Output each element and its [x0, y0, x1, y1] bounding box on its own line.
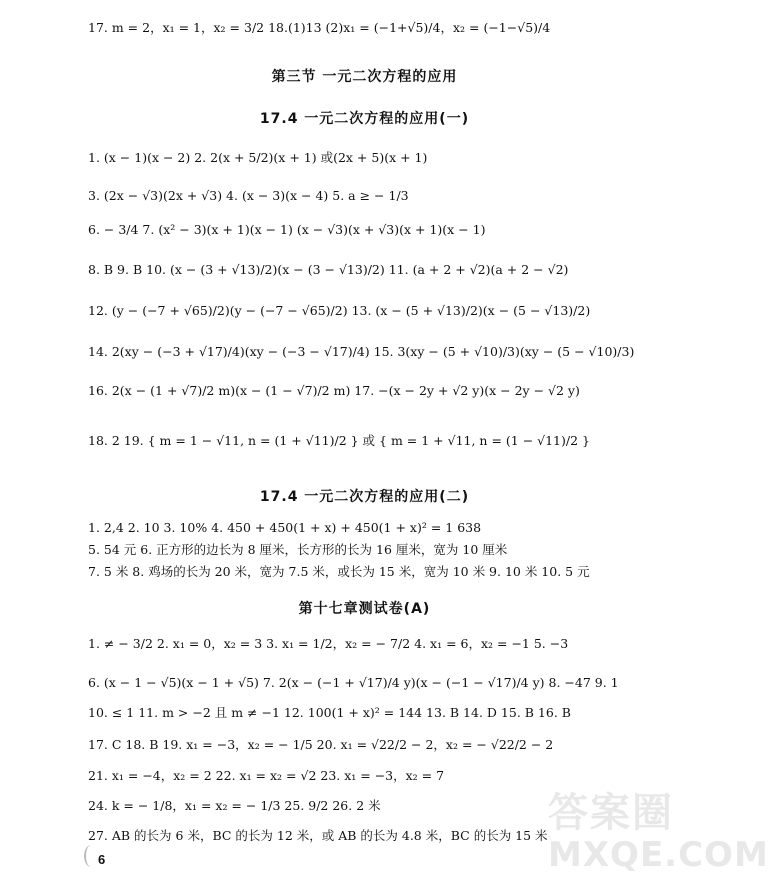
part1-line-3: 6. − 3/4 7. (x² − 3)(x + 1)(x − 1) (x − √3)(x + √3)(x + 1)(x − 1) — [88, 222, 486, 237]
part1-line-2: 3. (2x − √3)(2x + √3) 4. (x − 3)(x − 4) 5. a ≥ − 1/3 — [88, 188, 409, 203]
part2-line-2: 5. 54 元 6. 正方形的边长为 8 厘米，长方形的长为 16 厘米，宽为 10 厘米 — [88, 542, 508, 557]
test-line-2: 6. (x − 1 − √5)(x − 1 + √5) 7. 2(x − (−1 + √17)/4 y)(x − (−1 − √17)/4 y) 8. −47 9. 1 — [88, 675, 619, 690]
test-line-5: 21. x₁ = −4，x₂ = 2 22. x₁ = x₂ = √2 23. x₁ = −3，x₂ = 7 — [88, 768, 445, 783]
page-number: 6 — [98, 852, 106, 867]
section-title: 第三节 一元二次方程的应用 — [271, 69, 458, 85]
test-line-3: 10. ≤ 1 11. m > −2 且 m ≠ −1 12. 100(1 + x)² = 144 13. B 14. D 15. B 16. B — [88, 705, 571, 720]
page-corner-decoration — [84, 845, 98, 867]
part1-line-5: 12. (y − (−7 + √65)/2)(y − (−7 − √65)/2) 13. (x − (5 + √13)/2)(x − (5 − √13)/2) — [88, 303, 591, 318]
part1-line-1: 1. (x − 1)(x − 2) 2. 2(x + 5/2)(x + 1) 或(2x + 5)(x + 1) — [88, 150, 428, 165]
test-title: 第十七章测试卷(A) — [298, 601, 431, 617]
part1-line-4: 8. B 9. B 10. (x − (3 + √13)/2)(x − (3 − √13)/2) 11. (a + 2 + √2)(a + 2 − √2) — [88, 262, 569, 277]
test-line-4: 17. C 18. B 19. x₁ = −3，x₂ = − 1/5 20. x₁ = √22/2 − 2，x₂ = − √22/2 − 2 — [88, 737, 554, 752]
answer-line-top-17-18: 17. m = 2，x₁ = 1，x₂ = 3/2 18.(1)13 (2)x₁ = (−1+√5)/4，x₂ = (−1−√5)/4 — [88, 20, 551, 35]
watermark-bottom: MXQE.COM — [548, 835, 769, 875]
part2-line-3: 7. 5 米 8. 鸡场的长为 20 米，宽为 7.5 米，或长为 15 米，宽为 10 米 9. 10 米 10. 5 元 — [88, 564, 590, 579]
test-line-1: 1. ≠ − 3/2 2. x₁ = 0，x₂ = 3 3. x₁ = 1/2，x₂ = − 7/2 4. x₁ = 6，x₂ = −1 5. −3 — [88, 636, 569, 651]
part1-title: 17.4 一元二次方程的应用(一) — [259, 111, 470, 127]
part1-line-8: 18. 2 19. { m = 1 − √11, n = (1 + √11)/2 } 或 { m = 1 + √11, n = (1 − √11)/2 } — [88, 433, 590, 448]
part2-title: 17.4 一元二次方程的应用(二) — [259, 489, 470, 505]
watermark — [548, 790, 769, 880]
part1-line-7: 16. 2(x − (1 + √7)/2 m)(x − (1 − √7)/2 m) 17. −(x − 2y + √2 y)(x − 2y − √2 y) — [88, 383, 580, 398]
part1-line-6: 14. 2(xy − (−3 + √17)/4)(xy − (−3 − √17)/4) 15. 3(xy − (5 + √10)/3)(xy − (5 − √10)/3) — [88, 344, 635, 359]
part2-line-1: 1. 2,4 2. 10 3. 10% 4. 450 + 450(1 + x) + 450(1 + x)² = 1 638 — [88, 520, 482, 535]
test-line-7: 27. AB 的长为 6 米，BC 的长为 12 米，或 AB 的长为 4.8 米，BC 的长为 15 米 — [88, 828, 548, 843]
watermark-top: 答案圈 — [548, 790, 674, 836]
test-line-6: 24. k = − 1/8，x₁ = x₂ = − 1/3 25. 9/2 26. 2 米 — [88, 798, 381, 813]
